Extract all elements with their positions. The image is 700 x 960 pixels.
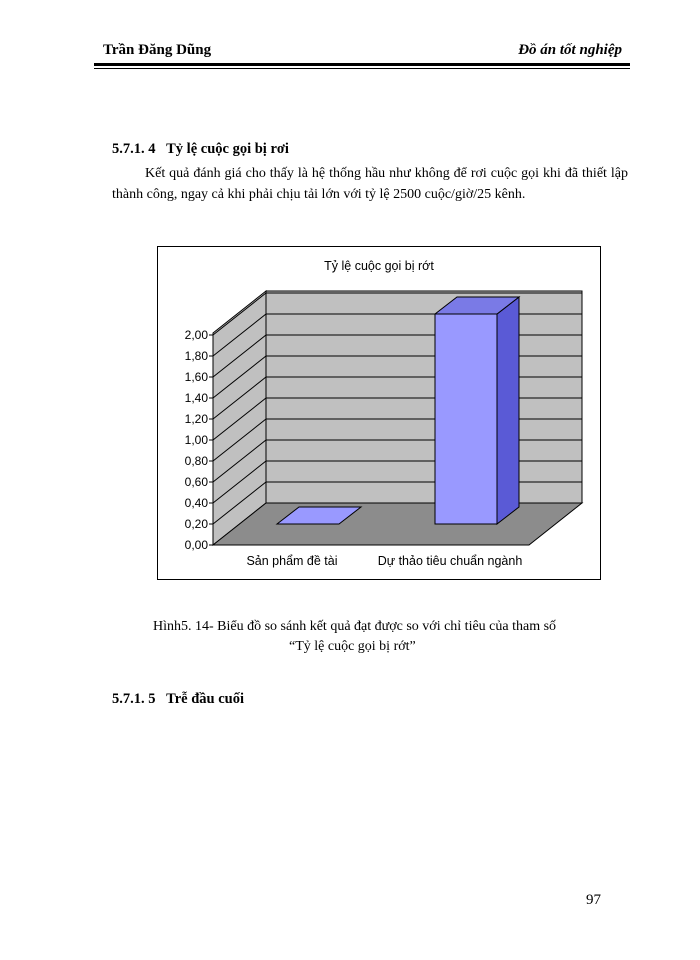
y-axis-tick-label: 0,20 xyxy=(184,517,208,531)
y-axis-tick-label: 1,60 xyxy=(184,370,208,384)
header-author: Trần Đăng Dũng xyxy=(103,42,212,58)
y-axis-tick-label: 0,40 xyxy=(184,496,208,510)
caption-line-1: Hình5. 14- Biểu đồ so sánh kết quả đạt được so với chỉ tiêu của tham số xyxy=(153,619,557,634)
section-number: 5.7.1. 4 xyxy=(112,141,156,157)
y-axis-tick-label: 0,80 xyxy=(184,454,208,468)
y-axis-tick-label: 1,00 xyxy=(184,433,208,447)
y-axis-tick-label: 0,60 xyxy=(184,475,208,489)
dropped-call-rate-chart xyxy=(157,246,601,580)
bar-side xyxy=(497,297,519,524)
figure-caption xyxy=(112,617,672,657)
caption-line-2: “Tỷ lệ cuộc gọi bị rớt” xyxy=(289,639,416,654)
section-heading-dropped-calls xyxy=(112,141,289,158)
page-number: 97 xyxy=(586,892,601,908)
y-axis-tick-label: 1,80 xyxy=(184,349,208,363)
section-title: Tỷ lệ cuộc gọi bị rơi xyxy=(166,141,289,157)
section-heading-end-to-end-delay xyxy=(112,691,244,708)
x-axis-category-label: Dự thảo tiêu chuẩn ngành xyxy=(377,554,523,568)
section-number: 5.7.1. 5 xyxy=(112,691,156,707)
y-axis-tick-label: 1,20 xyxy=(184,412,208,426)
header-document-title: Đồ án tốt nghiệp xyxy=(518,42,622,58)
chart-back-wall xyxy=(266,291,582,503)
section-title: Trễ đầu cuối xyxy=(166,691,244,707)
header-rule-thick xyxy=(94,63,630,66)
chart-title: Tỷ lệ cuộc gọi bị rớt xyxy=(324,259,434,273)
bar-front xyxy=(435,314,497,524)
header-rule-thin xyxy=(94,68,630,69)
body-paragraph xyxy=(112,163,628,205)
y-axis-tick-label: 2,00 xyxy=(184,328,208,342)
chart-floor xyxy=(213,503,582,545)
y-axis-tick-label: 0,00 xyxy=(184,538,208,552)
x-axis-category-label: Sản phẩm đề tài xyxy=(246,554,338,568)
paragraph-text: Kết quả đánh giá cho thấy là hệ thống hầu như không để rơi cuộc gọi khi đã thiết lập thành công, ngay cả khi phải chịu tải lớn với tỷ lệ 2500 cuộc/giờ/25 kênh. xyxy=(112,166,628,202)
y-axis-tick-label: 1,40 xyxy=(184,391,208,405)
